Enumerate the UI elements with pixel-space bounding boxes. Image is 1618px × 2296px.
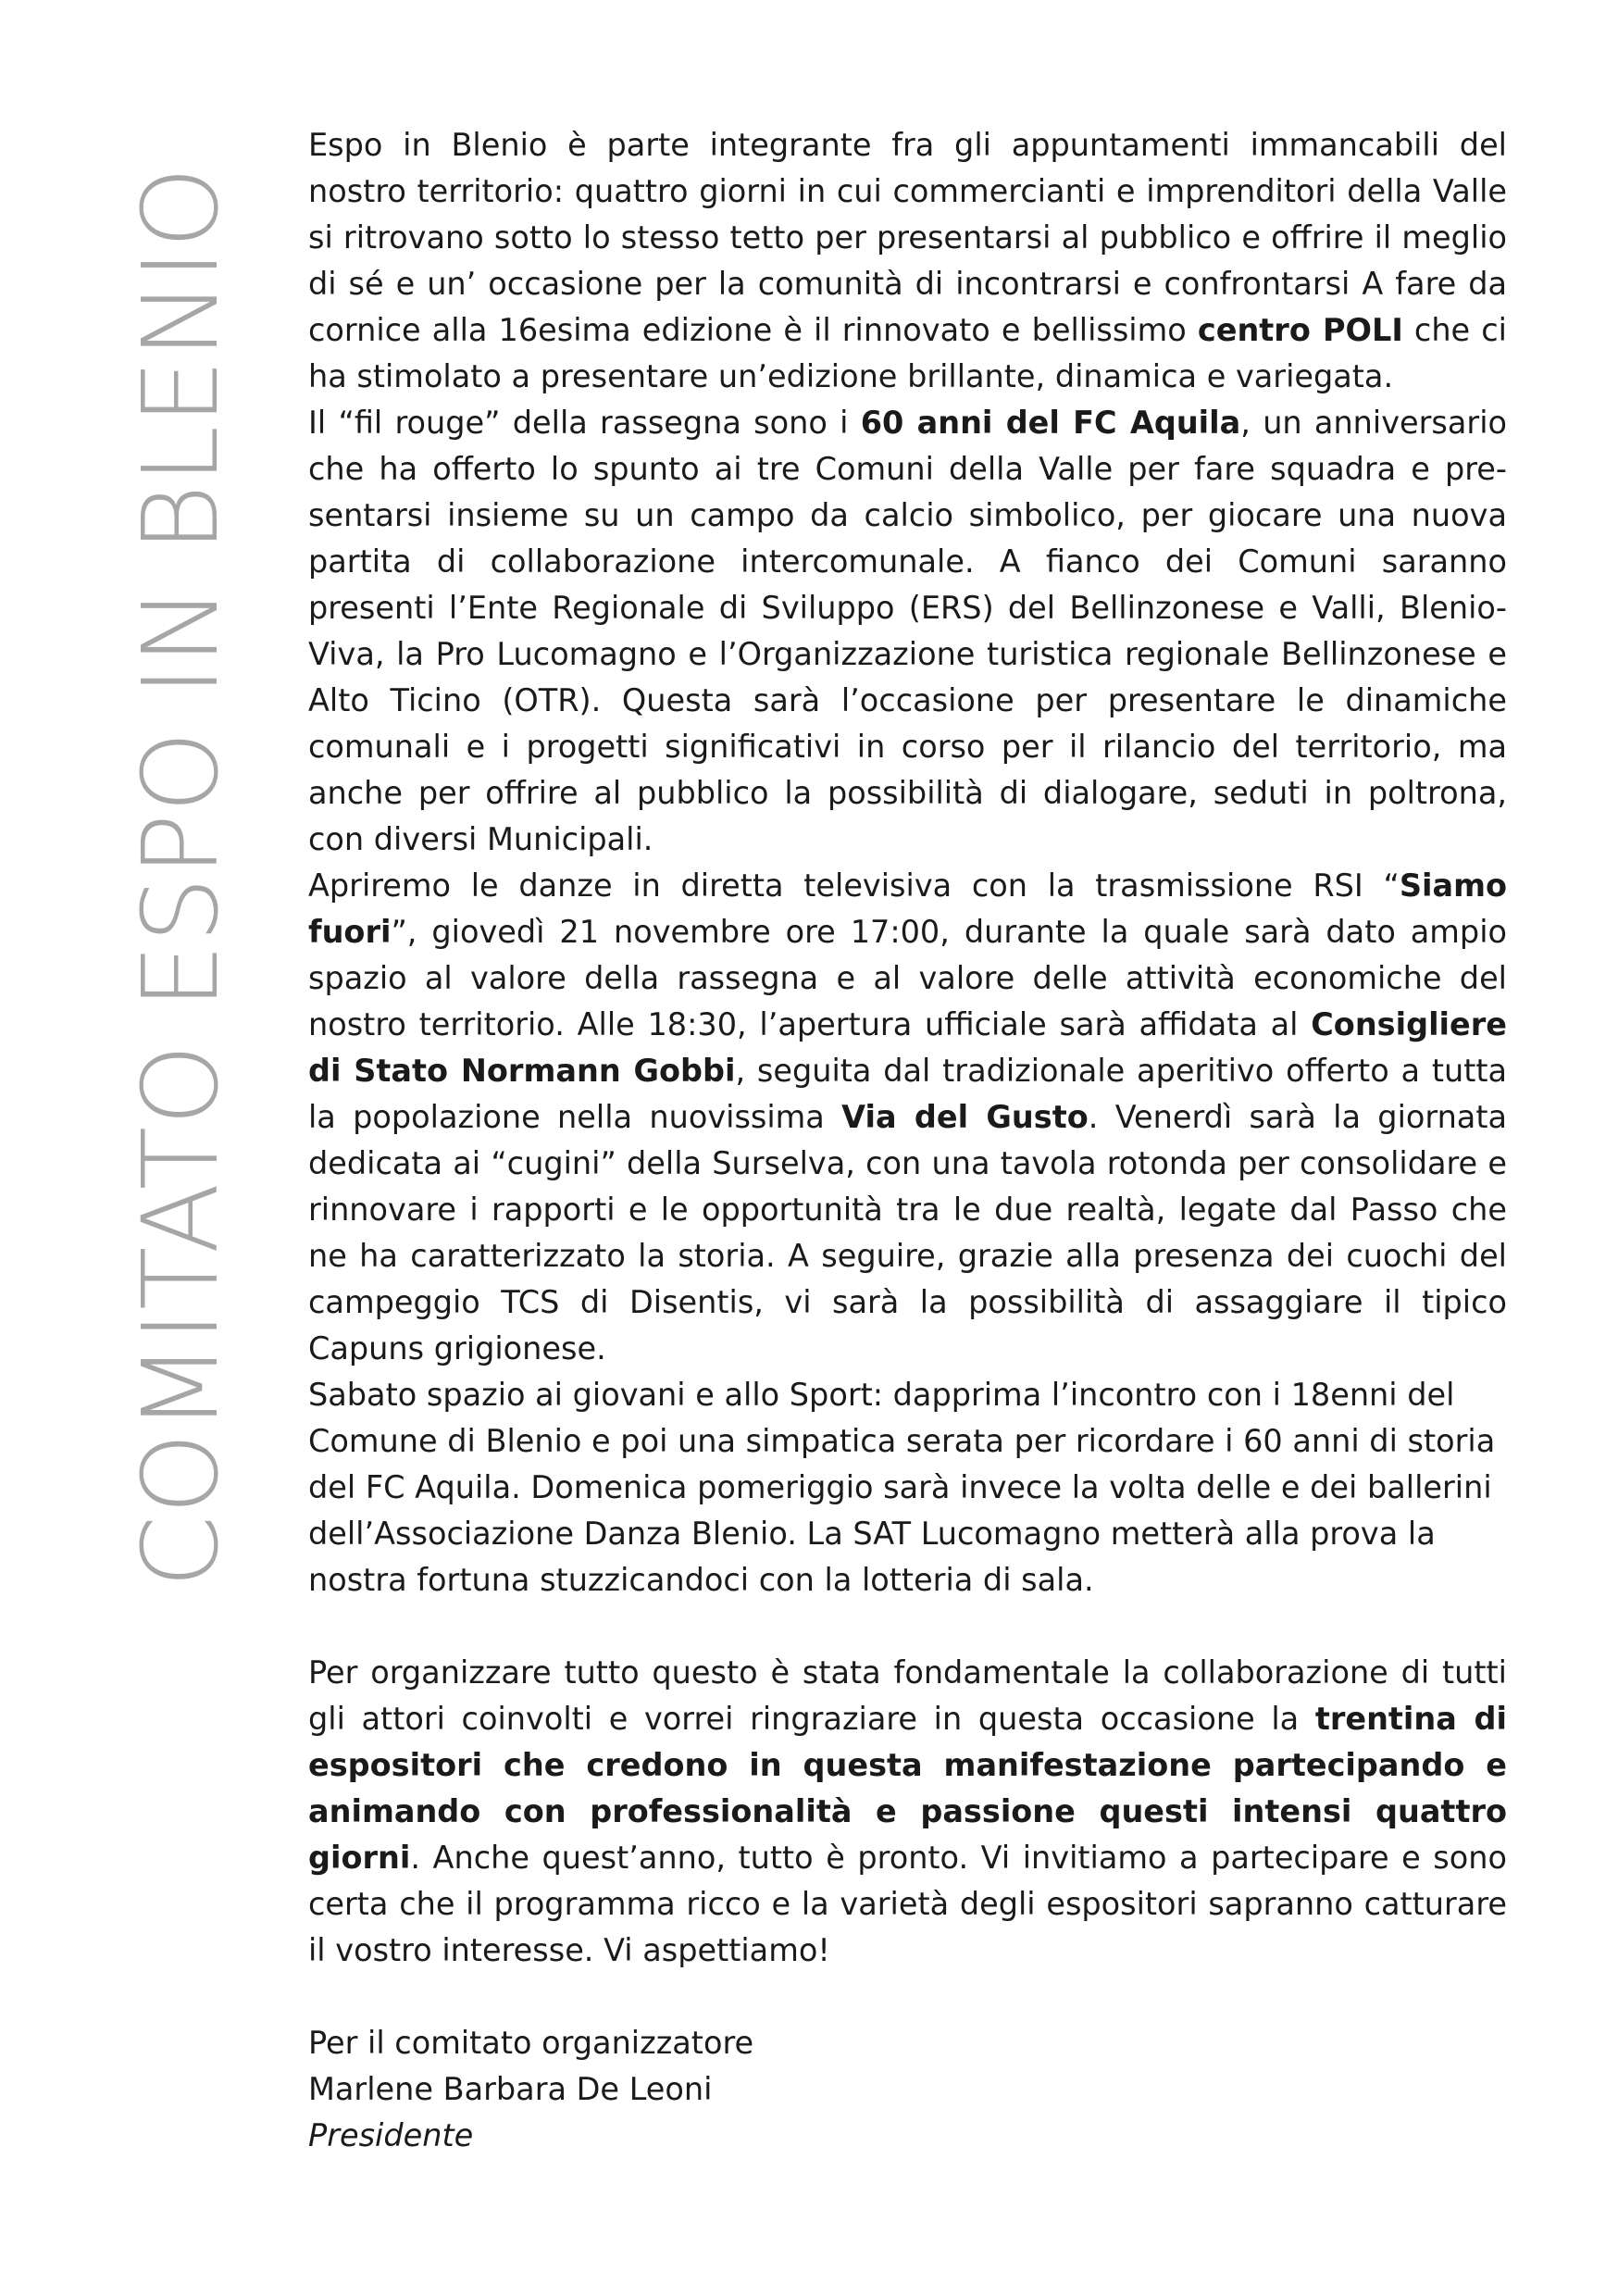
signature-line: Per il comitato organizzatore [308,2025,754,2061]
paragraph-fil-rouge [308,400,1507,863]
signature-role: Presidente [308,2117,474,2153]
letter-body [308,122,1507,2159]
body-text: Il “fil rouge” della rassegna sono i [308,405,861,441]
signature-name: Marlene Barbara De Leoni [308,2071,713,2107]
body-text: , seguita dal tradizionale aperitivo offerto a tutta la popolazione nella nuovissima [308,1053,1507,1135]
body-text: Sabato spazio ai giovani e allo Sport: dapprima l’incontro con i 18enni del Comune di Blenio e poi una simpatica serata per ricordare i 60 anni di storia del FC Aquila. Domenica pomeriggio sarà invece la volta delle e dei ballerini dell’Associazione Danza Blenio. La SAT Lucomagno metterà alla prova la nostra fortuna stuzzicandoci con la lotteria di sala. [308,1377,1496,1598]
body-text: Espo in Blenio è parte integrante fra gli appuntamenti immancabili del nostro territorio: quattro giorni in cui commercianti e imprenditori della Valle si ritrovano sotto lo stesso tetto per presentarsi al pubblico e offrire il meglio di sé e un’ occasione per la comunità di incontrarsi e confrontarsi A fare da cornice alla 16esima edizione è il rinnovato e bellissimo [308,127,1507,348]
body-text: . Venerdì sarà la giornata dedicata ai “cugini” della Surselva, con una tavola rotonda per consolidare e rinnovare i rapporti e le opportunità tra le due realtà, legate dal Passo che ne ha caratterizzato la storia. A seguire, grazie alla presenza dei cuochi del campeggio TCS di Disentis, vi sarà la possibilità di assaggiare il tipico Capuns grigionese. [308,1099,1507,1366]
paragraph-thanks [308,1650,1507,1974]
side-title: COMITATO ESPO IN BLENIO [121,166,242,1588]
paragraph-weekend [308,1372,1507,1603]
body-text: . Anche quest’anno, tutto è pronto. Vi invitiamo a partecipare e sono certa che il programma ricco e la varietà degli espositori sapranno catturare il vostro interesse. Vi aspettiamo! [308,1840,1507,1968]
paragraph-intro [308,122,1507,400]
paragraph-program [308,863,1507,1372]
highlight-text: Siamo fuori [308,867,1507,950]
signature-block [308,2020,1507,2159]
body-text: che ci ha stimolato a presentare un’edizione brillante, dinamica e variegata. [308,312,1507,394]
highlight-text: Consigliere di Stato Normann Gobbi [308,1006,1507,1089]
highlight-text: centro POLI [1197,312,1403,348]
highlight-text: trentina di espositori che credono in questa manifestazione partecipando e animando con professionalità e passione questi intensi quattro giorni [308,1701,1507,1876]
body-text: Per organizzare tutto questo è stata fondamentale la collaborazione di tutti gli attori coinvolti e vorrei ringraziare in questa occasione la [308,1654,1507,1737]
highlight-text: Via del Gusto [841,1099,1089,1135]
body-text: , un anniversario che ha offerto lo spunto ai tre Comuni della Valle per fare squadra e presentarsi insieme su un campo da calcio simbolico, per giocare una nuova partita di collaborazione intercomunale. A fianco dei Comuni saranno presenti l’Ente Regionale di Sviluppo (ERS) del Bellinzonese e Valli, BlenioViva, la Pro Lucomagno e l’Organizzazione turistica regionale Bellinzonese e Alto Ticino (OTR). Questa sarà l’occasione per presentare le dinamiche comunali e i progetti significativi in corso per il rilancio del territorio, ma anche per offrire al pubblico la possibilità di dialogare, seduti in poltrona, con diversi Municipali. [308,405,1507,857]
body-text: Apriremo le danze in diretta televisiva con la trasmissione RSI “ [308,867,1400,904]
body-text: ”, giovedì 21 novembre ore 17:00, durante la quale sarà dato ampio spazio al valore della rassegna e al valore delle attività economiche del nostro territorio. Alle 18:30, l’apertura ufficiale sarà affidata al [308,914,1507,1042]
highlight-text: 60 anni del FC Aquila [860,405,1241,441]
